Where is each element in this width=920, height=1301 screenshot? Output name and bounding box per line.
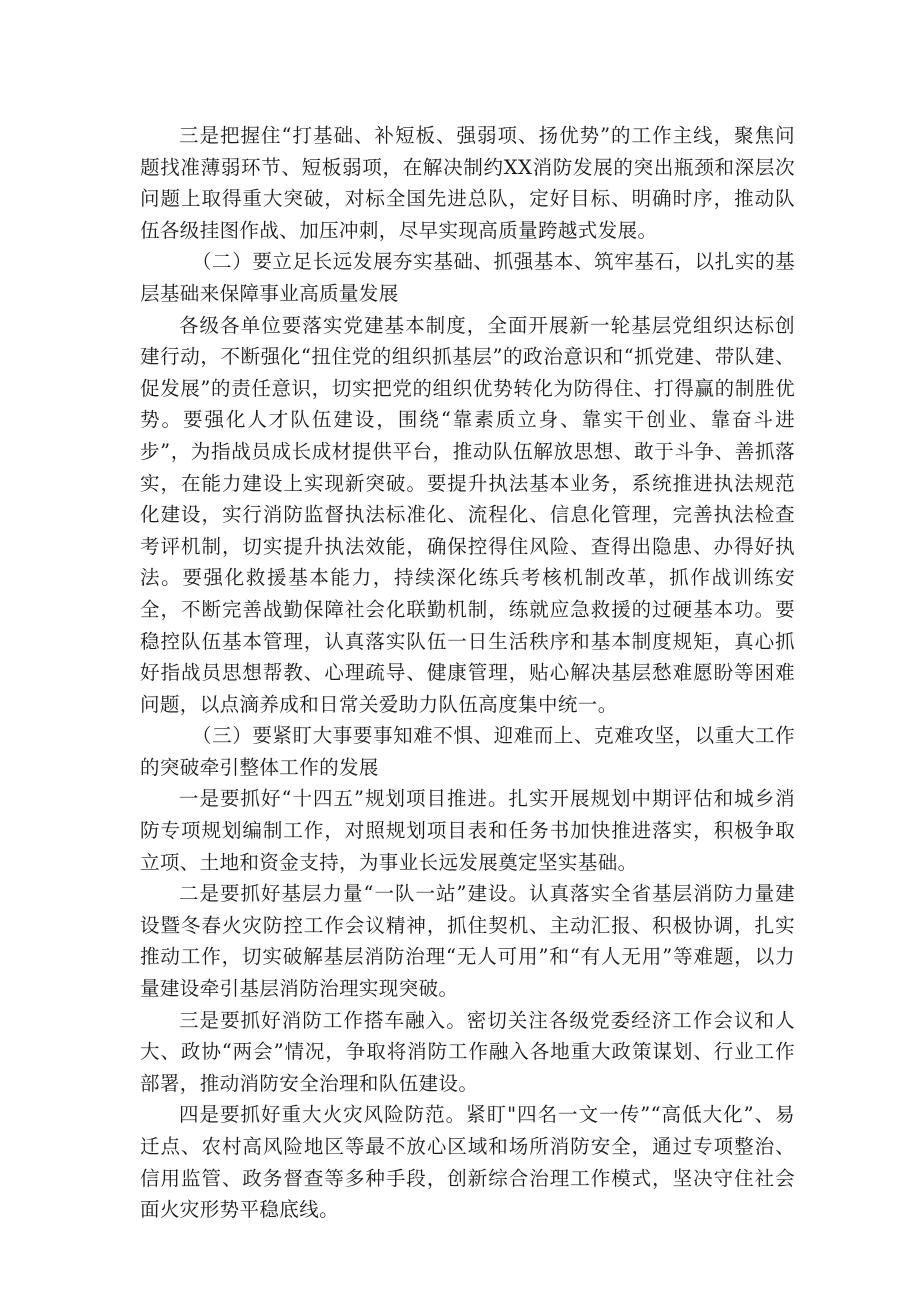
paragraph-strategy-mainline: 三是把握住“打基础、补短板、强弱项、扬优势”的工作主线，聚焦问题找准薄弱环节、短板弱项，在解决制约XX消防发展的突出瓶颈和深层次问题上取得重大突破，对标全国先进总队，定好目标、明确时序，推动队伍各级挂图作战、加压冲刺，尽早实现高质量跨越式发展。 [140,124,795,242]
paragraph-planning-projects: 一是要抓好“十四五”规划项目推进。扎实开展规划中期评估和城乡消防专项规划编制工作，对照规划项目表和任务书加快推进落实，积极争取立项、土地和资金支持，为事业长远发展奠定坚实基础。 [140,787,795,874]
paragraph-fire-risk-prevention: 四是要抓好重大火灾风险防范。紧盯"四名一文一传”“高低大化”、易迁点、农村高风险地区等最不放心区域和场所消防安全，通过专项整治、信用监管、政务督查等多种手段，创新综合治理工作模式，坚决守住社会面火灾形势平稳底线。 [140,1103,795,1222]
section-heading-3: （三）要紧盯大事要事知难不惧、迎难而上、克难攻坚，以重大工作的突破牵引整体工作的发展 [140,724,795,779]
document-body [140,120,795,1226]
paragraph-integration: 三是要抓好消防工作搭车融入。密切关注各级党委经济工作会议和人大、政协“两会”情况，争取将消防工作融入各地重大政策谋划、行业工作部署，推动消防安全治理和队伍建设。 [140,1008,795,1095]
paragraph-one-team-one-station: 二是要抓好基层力量“一队一站”建设。认真落实全省基层消防力量建设暨冬春火灾防控工作会议精神，抓住契机、主动汇报、积极协调，扎实推动工作，切实破解基层消防治理“无人可用”和“有人无用”等难题，以力量建设牵引基层消防治理实现突破。 [140,882,795,1001]
paragraph-grassroots-foundation: 各级各单位要落实党建基本制度，全面开展新一轮基层党组织达标创建行动，不断强化“扭住党的组织抓基层”的政治意识和“抓党建、带队建、促发展”的责任意识，切实把党的组织优势转化为防得住、打得赢的制胜优势。要强化人才队伍建设，围绕“靠素质立身、靠实干创业、靠奋斗进步”，为指战员成长成材提供平台，推动队伍解放思想、敢于斗争、善抓落实，在能力建设上实现新突破。要提升执法基本业务，系统推进执法规范化建设，实行消防监督执法标准化、流程化、信息化管理，完善执法检查考评机制，切实提升执法效能，确保控得住风险、查得出隐患、办得好执法。要强化救援基本能力，持续深化练兵考核机制改革，抓作战训练安全，不断完善战勤保障社会化联勤机制，练就应急救援的过硬基本功。要稳控队伍基本管理，认真落实队伍一日生活秩序和基本制度规矩，真心抓好指战员思想帮教、心理疏导、健康管理，贴心解决基层愁难愿盼等困难问题，以点滴养成和日常关爱助力队伍高度集中统一。 [140,313,795,716]
section-heading-2: （二）要立足长远发展夯实基础、抓强基本、筑牢基石，以扎实的基层基础来保障事业高质量发展 [140,250,795,305]
